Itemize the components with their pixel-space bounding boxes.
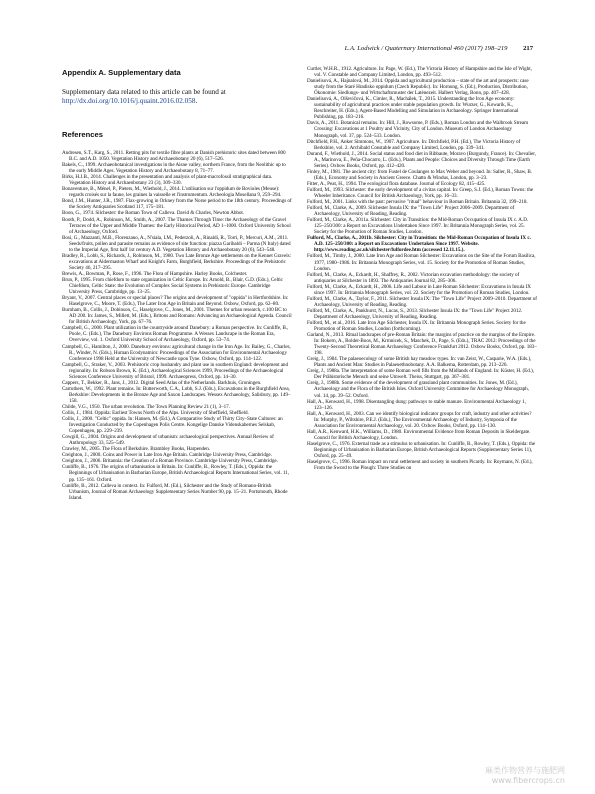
reference-entry: Fulford, M., Clarke, A., Pankhurst, N., Lucas, S., 2013. Silchester Insula IX: the "Town Life" Project 2012. Department of Archaeology, University of Reading, Reading. <box>307 307 523 320</box>
reference-entry: Fulford, M., 1993. Silchester: the early development of a civitas capital. In: Greep, S.J. (Ed.), Roman Towns: the Wheeler Inheritance. Council for British Archaeology, York, pp. 16–33. <box>307 186 534 199</box>
reference-entry: Fulford, M., Clarke, A., 2011b. Silchester: City in Transition: the Mid-Roman Occupation of Insula IX c. A.D. 125–250/300: a Report on Excavations Undertaken Since 1997. Website. http://www.reading.ac.uk/silchester/fulfordee.htm (accessed 12.11.15.). <box>307 235 531 254</box>
reference-entry: Haselgrove, C., 1976. External trade as a stimulus to urbanisation. In: Cunliffe, B., Rowley, T. (Eds.), Oppida: the Beginnings of Urbanisation in Barbarian Europe, British Archaeological Reports (Supplementary Series 11), Oxford, pp. 25–49. <box>307 440 536 459</box>
reference-entry: Cunliffe, B., 1976. The origins of urbanisation in Britain. In: Cunliffe, B., Rowley, T. (Eds.), Oppida: the Beginnings of Urbanisation in Barbarian Europe, British Archaeological Reports International Series, vol. 11, pp. 135–161. Oxford. <box>62 464 289 483</box>
page-number: 217 <box>523 45 533 52</box>
reference-entry: Fulford, M., Clarke, A., 2009. Silchester Insula IX: the "Town Life" Project 2006–2009. Department of Archaeology, University of Reading, Reading. <box>307 205 515 218</box>
reference-entry: Fulford, M., Clarke, A., Eckardt, H., Shaffrey, R., 2002. Victorian excavation methodology: the society of antiquaries at Silchester in 1893. The Antiquaries Journal 82, 285–306. <box>307 271 520 284</box>
reference-entry: Cappers, T., Bekker, R., Jans, J., 2012. Digital Seed Atlas of the Netherlands. Barkhuis, Groningen. <box>62 379 262 386</box>
reference-entry: Hall, A.R., Kenward, H.K., Williams, D., 1980. Environmental Evidence from Roman Deposits in Skeldergate. Council for British Archaeology, London. <box>307 428 531 441</box>
journal-citation: L.A. Lodwick / Quaternary International 460 (2017) 198–219 <box>344 45 508 52</box>
watermark-line-2: www.fibercrops.cn <box>491 776 565 785</box>
reference-entry: Andresen, S.T., Karg, S., 2011. Retting pits for textile fibre plants at Danish prehistoric sites dated between 800 B.C. and A.D. 1050. Vegetation History and Archaeobotany 20 (6), 517–526. <box>62 150 286 163</box>
reference-entry: Birks, H.J.B., 2014. Challenges in the presentation and analysis of plant-macrofossil stratigraphical data. Vegetation History and Archaeobotany 23 (3), 309–330. <box>62 174 273 187</box>
right-column <box>307 66 537 471</box>
reference-entry: Greig, J., 1988a. The interpretation of some Roman well fills from the Midlands of England. In: Küster, H. (Ed.), Der Prähistorische Mensch und seine Umwelt. Theiss, Stuttgart, pp. 367–381. <box>307 368 534 381</box>
reference-entry: Collis, J., 1984. Oppida: Earliest Towns North of the Alps. University of Sheffield, Sheffield. <box>62 410 249 417</box>
reference-entry: Creighton, J., 2000. Coins and Power in Late Iron Age Britain. Cambridge University Press, Cambridge. <box>62 452 272 459</box>
running-header <box>62 45 533 57</box>
reference-entry: Ditchfield, P.H., Anker Simmons, W., 1907. Agriculture. In: Ditchfield, P.H. (Ed.), The Victoria History of Berkshire, vol. 2. Archibald Constable and Company Limited, London, pp. 339–341. <box>307 138 521 151</box>
reference-entry: Greig, J., 1988b. Some evidence of the development of grassland plant communities. In: Jones, M. (Ed.), Archaeology and the Flora of the British Isles. Oxford University Committee for Archaeology Monograph, vol. 14, pp. 39–52. Oxford. <box>307 380 529 399</box>
reference-entry: Hall, A., Kenward, H., 2003. Can we identify biological indicator groups for craft, industry and other activities? In: Murphy, P., Wiltshire, P.E.J. (Eds.), The Environmental Archaeology of Industry, Symposia of the Association for Environmental Archaeology, vol. 20. Oxbow Books, Oxford, pp. 114–130. <box>307 410 532 429</box>
reference-entry: Haselgrove, C., 1996. Roman impact on rural settlement and society in southern Picardy. In: Roymans, N. (Ed.), From the Sword to the Plough: Three Studies on <box>307 459 533 472</box>
reference-entry: Bonaventure, B., Ménel, P., Pieters, M., Wiethold, J., 2014. L'utilisation sur l'oppidum de Bovioles (Meuse): regards croisés sur la faune, les graines la vaisselle et l'instrumentum. Archeologia Mosellana 9, 259–294. <box>62 186 282 199</box>
reference-entry: Fulford, M., et al., 2016. Late Iron Age Silchester, Insula IX. In: Britannia Monograph Series. Society for the Promotion of Roman Studies, London (forthcoming). <box>307 319 526 333</box>
supplementary-period: . <box>195 97 198 105</box>
reference-entry: Bosi, G., Mazzanti, M.B., Florenzano, A., N'siala, I.M., Pederzoli, A., Rinaldi, R., Torri, P., Mercuri, A.M., 2011. Seeds/fruits, pollen and parasite remains as evidence of site function: piazza Garibaldi – Parma (N Italy) dated to the Imperial Age, first half 1st century A.D. Vegetation History and Archaeobotany 20 (6), 543–548. <box>62 234 291 253</box>
reference-entry: Campbell, G., Straker, V., 2003. Prehistoric crop husbandry and plant use in southern England: development and regionality. In: Robson Brown, K. (Ed.), Archaeological Sciences 1999, Proceedings of the Archaeological Sciences Conference University of Bristol, 1999. Archaeopress, Oxford, pp. 14–30. <box>62 361 288 380</box>
reference-entry: Bakels, C., 1999. Archaeobotanical investigations in the Aisne valley, northern France, from the Neolithic up to the early Middle Ages. Vegetation History and Archaeobotany 8, 71–77. <box>62 162 286 175</box>
reference-entry: Carruthers, W., 1992. Plant remains. In: Butterworth, C.A., Lobb, S.J. (Eds.), Excavations in the Burghfield Area, Berkshire: Developments in the Bronze Age and Saxon Landscapes. Wessex Archaeology, Salisbury, pp. 149–158. <box>62 385 291 404</box>
reference-entry: Danielisová, A., Olševičová, K., Cimler, R., Machálek, T., 2015. Understanding the Iron Age economy: sustainability of agricultural practices under stable population growth. In: Wurzer, G., Kowarik, K., Reschreiter, H. (Eds.), Agent-Based Modelling and Simulation in Archaeology. Springer International Publishing, pp. 183–216. <box>307 96 519 121</box>
reference-entry: Danielisová, A., Hajnalová, M., 2014. Oppida and agricultural production – state of the art and prospects: case study from the Staré Hradisko oppidum (Czech Republic). In: Hornung, S. (Ed.), Production, Distribution, Ökonomie: Siedlungs- und Wirtschaftsmuster der Latènezeit. Halbert Verlag, Bonn, pp. 407–428. <box>307 78 529 97</box>
reference-entry: Campbell, G., 2000. Plant utilization in the countryside around Danebury: a Roman perspective. In: Cunliffe, B., Poole, C. (Eds.), The Danebury Environs Roman Programme. A Wessex Landscape in the Roman Era, Overview, vol. 1. Oxford University School of Archaeology, Oxford, pp. 53–74. <box>62 325 289 344</box>
reference-entry: Garland, N., 2013. Ritual landscapes of pre-Roman Britain: the margins of practice on the margins of the Empire. In: Bokern, A., Bolder-Boos, M., Krmnicek, S., Maschek, D., Page, S. (Eds.), TRAC 2012: Proceedings of the Twenty-Second Theoretical Roman Archaeology Conference Frankfurt 2012. Oxbow Books, Oxford, pp. 183–198. <box>307 332 537 357</box>
reference-entry: Campbell, G., Hamilton, J., 2000. Danebury environs: agricultural change in the Iron Age. In: Bailey, G., Charles, R., Winder, N. (Eds.), Human Ecodynamics: Proceedings of the Association for Environmental Archaeology Conference 1998 Held at the University of Newcastle upon Tyne. Oxbow, Oxford, pp. 114–122. <box>62 343 291 362</box>
reference-entry: Creighton, J., 2006. Britannia: the Creation of a Roman Province. Cambridge University Press, Cambridge. <box>62 458 278 465</box>
reference-entry: Brewis, A., Bowman, P., Rose, F., 1996. The Flora of Hampshire. Harley Books, Colchester. <box>62 270 248 277</box>
reference-entry: Childe, V.G., 1950. The urban revolution. The Town Planning Review 21 (1), 3–17. <box>62 403 230 410</box>
reference-entry: Cowgill, G., 2004. Origins and development of urbanism: archaeological perspectives. Annual Review of Anthropology 33, 525–549. <box>62 434 274 447</box>
reference-list-left <box>62 150 292 501</box>
reference-entry: Boon, G., 1974. Silchester: the Roman Town of Calleva. David & Charles, Newton Abbot. <box>62 210 245 217</box>
reference-entry: Fulford, M., Clarke, A., Taylor, F., 2011. Silchester Insula IX: The "Town Life" Project 2009–2010. Department of Archaeology, University of Reading, Reading. <box>307 295 537 308</box>
reference-entry: Fitter, A., Peat, H., 1994. The ecological flora database. Journal of Ecology 82, 415–425. <box>307 180 486 187</box>
reference-entry: Crawley, M., 2005. The Flora of Berkshire. Brambley Books, Harpenden. <box>62 446 211 453</box>
reference-entry: Burnham, B., Collis, J., Dobinson, C., Haselgrove, C., Jones, M., 2001. Themes for urban research, c.100 BC to AD 200. In: James, S., Millett, M. (Eds.), Britons and Romans: Advancing an Archaeological Agenda. Council for British Archaeology, York, pp. 67–76. <box>62 307 292 326</box>
reference-entry: Brun, P., 1995. From chiefdom to state organization in Celtic Europe. In: Arnold, B., Blair, G.D. (Eds.), Celtic Chiefdom, Celtic State: the Evolution of Complex Social Systems in Prehistoric Europe. Cambridge University Press, Cambridge, pp. 13–25. <box>62 276 283 296</box>
appendix-heading: Appendix A. Supplementary data <box>62 68 181 77</box>
reference-entry: Finley, M., 1981. The ancient city: from Fustel de Coulanges to Max Weber and beyond. In: Saller, R., Shaw, B. (Eds.), Economy and Society in Ancient Greece. Chatto & Windus, London, pp. 3–23. <box>307 168 533 181</box>
left-column <box>62 66 292 501</box>
supplementary-intro: Supplementary data related to this article can be found at <box>62 88 226 96</box>
reference-entry: Davis, A., 2011. Botanical remains. In: Hill, J., Rowsome, P. (Eds.), Roman London and the Walbrook Stream Crossing: Excavations at 1 Poultry and Vicinity, City of London. Museum of London Archaeology Monograph, vol. 37, pp. 524–533. London. <box>307 120 529 139</box>
supplementary-doi-link[interactable]: http://dx.doi.org/10.1016/j.quaint.2016.02.058 <box>62 97 196 105</box>
references-heading: References <box>62 130 103 139</box>
reference-entry: Fulford, M., Clarke, A., Eckardt, H., 2006. Life and Labour in Late Roman Silchester: Excavations in Insula IX since 1997. In: Britannia Monograph Series, vol. 22. Society for the Promotion of Roman Studies, London. <box>307 283 531 296</box>
reference-entry: Hall, A., Kenward, H., 1998. Disentangling dung: pathways to stable manure. Environmental Archaeology 1, 123–126. <box>307 398 526 411</box>
watermark <box>485 766 565 786</box>
supplementary-text <box>62 88 292 106</box>
reference-entry: Bond, J.M., Hunter, J.R., 1987. Flax-growing in Orkney from the Norse period to the 18th century. Proceedings of the Society Antiquaries Scotland 117, 175–181. <box>62 198 292 211</box>
reference-list-right <box>307 66 537 471</box>
reference-entry: Fulford, M., Timby, J., 2000. Late Iron Age and Roman Silchester: Excavations on the Site of the Forum Basilica, 1977, 1980–1986. In: Britannia Monograph Series, vol. 15. Society for the Promotion of Roman Studies, London. <box>307 253 536 272</box>
reference-entry: Booth, P., Dodd, A., Robinson, M., Smith, A., 2007. The Thames Through Time: the Archaeology of the Gravel Terraces of the Upper and Middle Thames: the Early Historical Period, AD 1–1000. Oxford University School of Archaeology, Oxford. <box>62 216 291 235</box>
reference-entry: Fulford, M., Clarke, A., 2011a. Silchester: City in Transition: the Mid-Roman Occupation of Insula IX c. A.D. 125–250/300: a Report on Excavations Undertaken Since 1997. In: Britannia Monograph Series, vol. 25. Society for the Promotion of Roman Studies, London. <box>307 217 529 236</box>
reference-entry: Bradley, R., Lobb, S., Richards, J., Robinson, M., 1980. Two Late Bronze Age settlements on the Kennet Gravels: excavations at Aldermaston Wharf and Knight's Farm, Burghfield, Berkshire. Proceedings of the Prehistoric Society 46, 217–295. <box>62 252 291 271</box>
reference-entry: Greig, J., 1984. The palaeoecology of some British hay meadow types. In: van Zeist, W., Casparie, W.A. (Eds.), Plants and Ancient Man: Studies in Palaeoethnobotany. A.A. Balkema, Rotterdam, pp. 213–226. <box>307 356 532 369</box>
reference-entry: Bryant, V., 2007. Central places or special places? The origins and development of "oppida" in Hertfordshire. In: Haselgrove, C., Moore, T. (Eds.), The Later Iron Age in Britain and Beyond. Oxbow, Oxford, pp. 62–80. <box>62 295 289 308</box>
reference-entry: Fulford, M., 2001. Links with the past: pervasive "ritual" behaviour in Roman Britain. Britannia 32, 199–218. <box>307 199 528 206</box>
reference-entry: Cunliffe, B., 2012. Calleva in context. In: Fulford, M. (Ed.), Silchester and the Study of Romano-British Urbanism, Journal of Roman Archaeology Supplementary Series Number 90, pp. 15–21. Portsmouth, Rhode Island. <box>62 482 288 501</box>
reference-entry: Durand, F., Wiethold, J., 2014. Social status and food diet in Ribbaute, Moravo (Burgundy, France). In: Chevalier, A., Marinova, E., Peña-Chocarro, L. (Eds.), Plants and People: Choices and Diversity Through Time (Earth Series). Oxbow Books, Oxford, pp. 412–420. <box>307 150 536 169</box>
reference-entry: Curtler, W.H.R., 1912. Agriculture. In: Page, W. (Ed.), The Victoria History of Hampshire and the Isle of Wight, vol. V. Constable and Company Limited, London, pp. 493–512. <box>307 66 532 79</box>
watermark-line-1: 麻类作物营养与施肥网 <box>485 766 565 775</box>
reference-entry: Collis, J., 2000. "Celtic" oppida. In: Hansen, M. (Ed.), A Comparative Study of Thirty City–State Cultures: an Investigation Conducted by the Copenhagen Polis Centre. Kongelige Danske Videnskabernes Selskab, Copenhagen, pp. 229–239. <box>62 416 283 435</box>
